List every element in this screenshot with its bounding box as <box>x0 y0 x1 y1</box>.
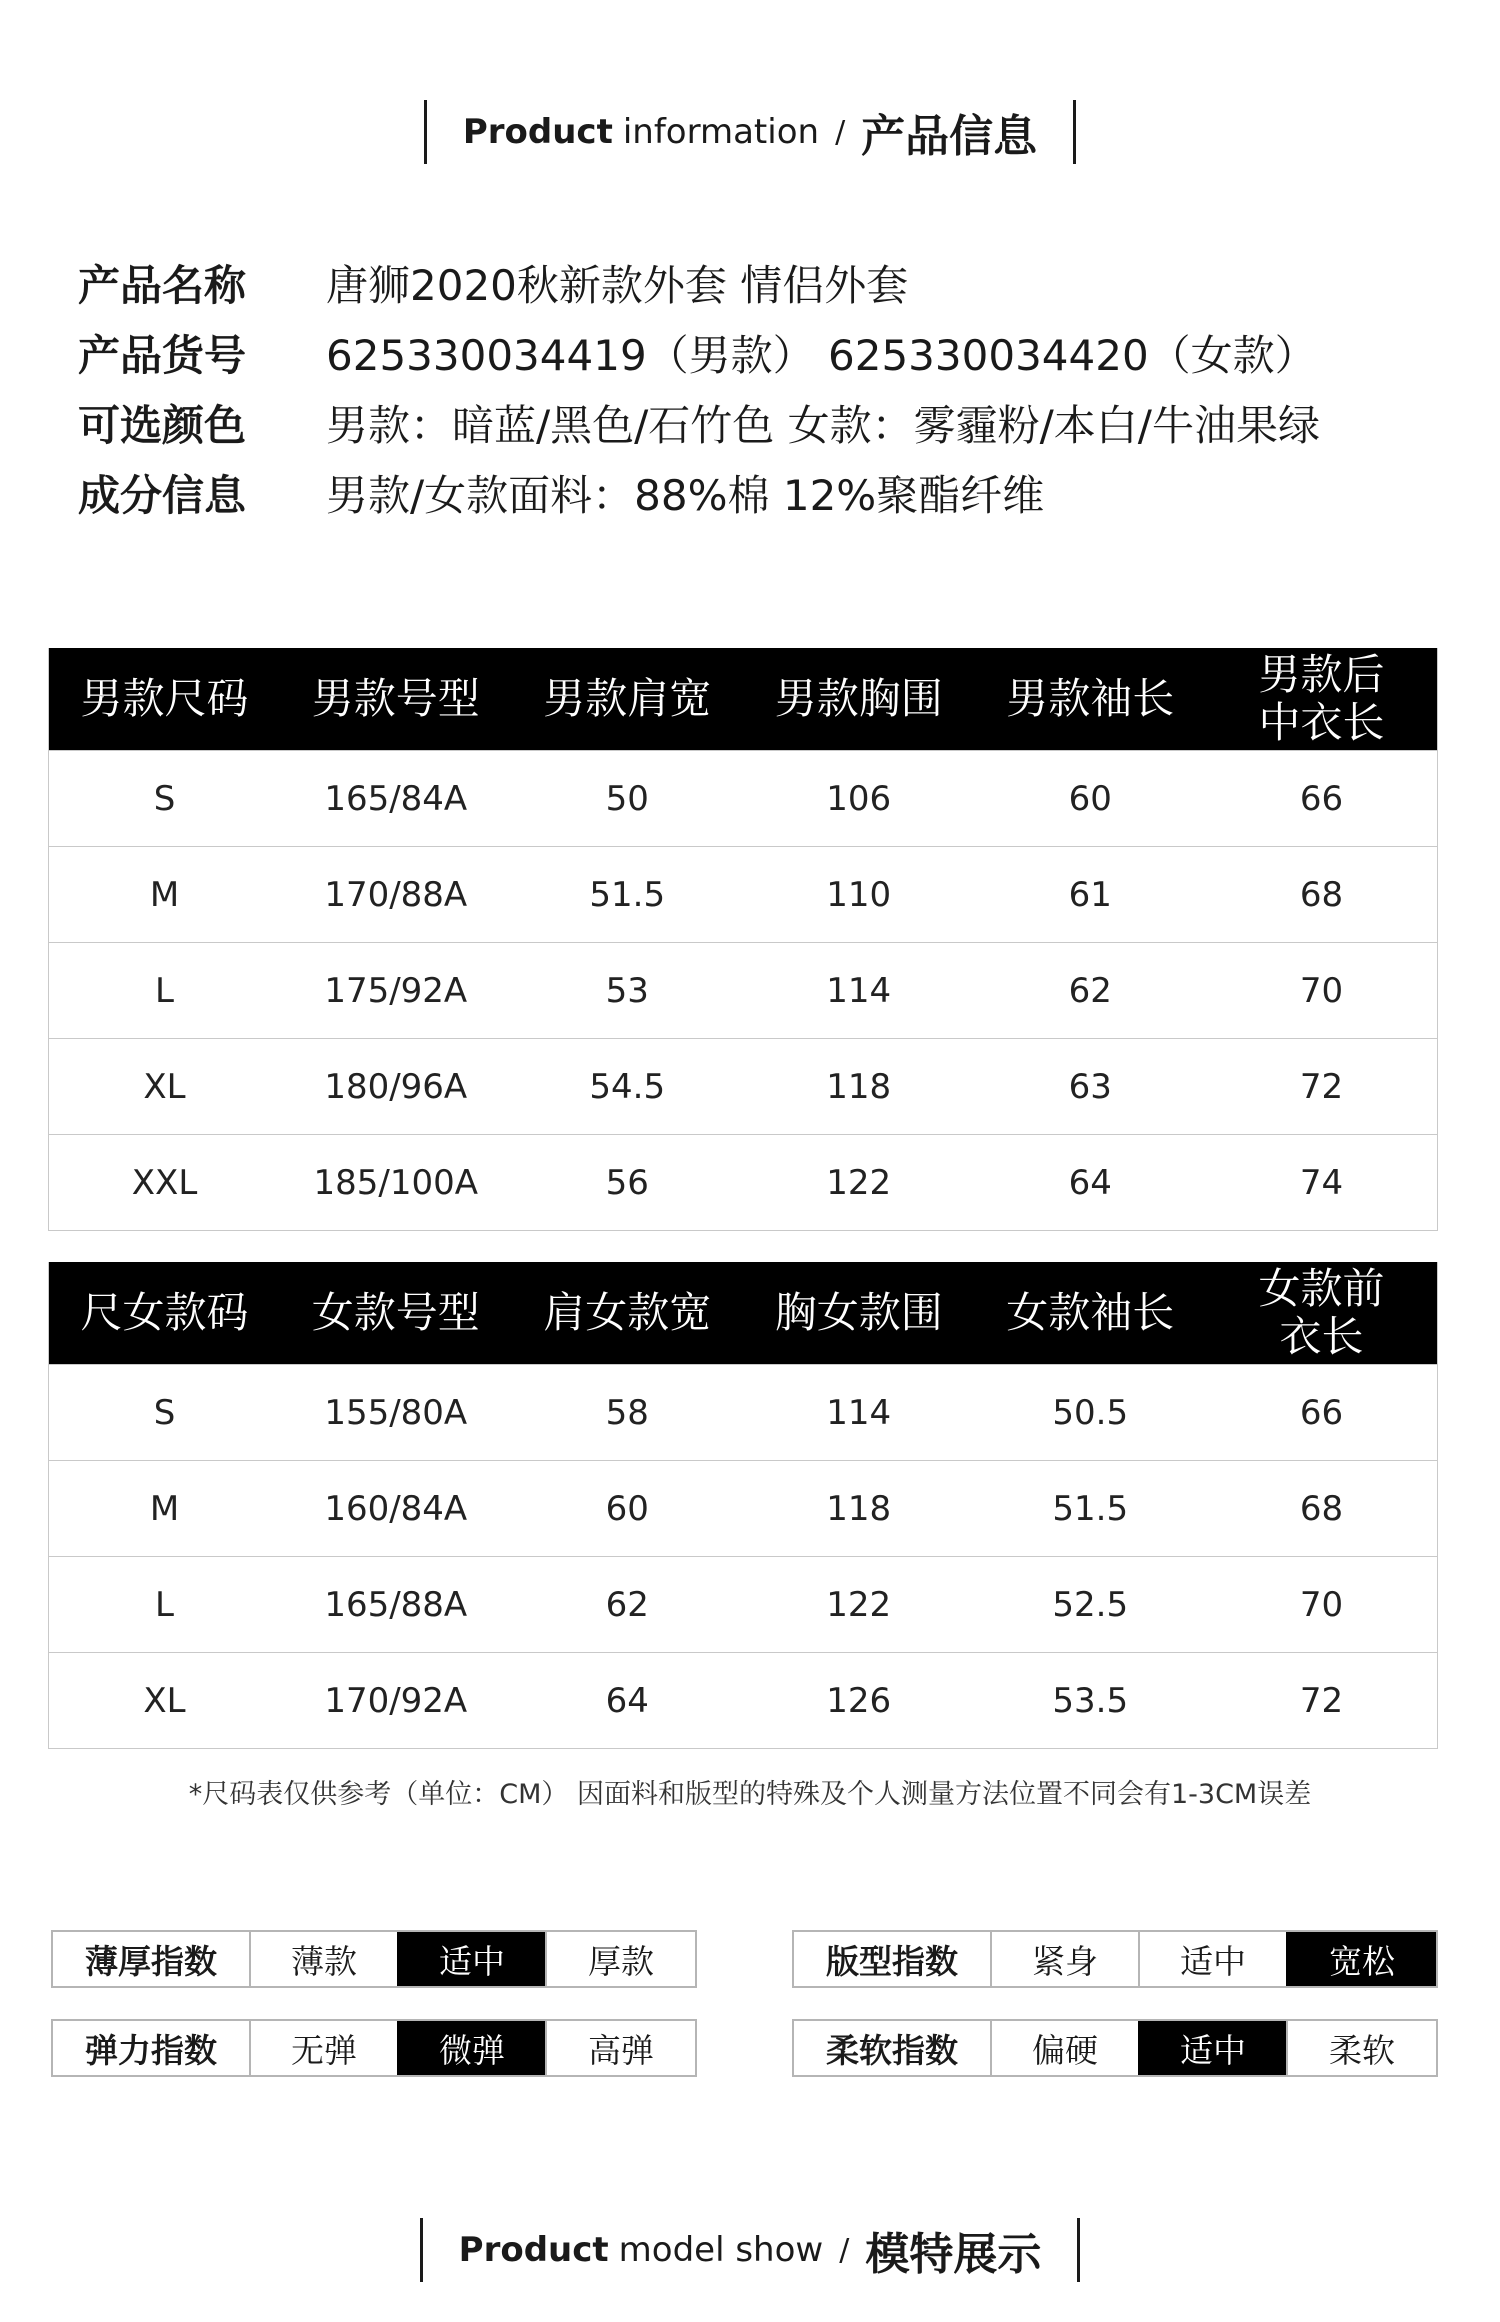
info-value: 唐狮2020秋新款外套 情侣外套 <box>326 261 909 310</box>
index-option: 厚款 <box>545 1932 695 1986</box>
table-cell: 62 <box>975 943 1207 1039</box>
index-option: 薄款 <box>249 1932 397 1986</box>
table-cell: 52.5 <box>975 1557 1207 1653</box>
table-cell: 64 <box>975 1135 1207 1231</box>
table-cell: 54.5 <box>512 1039 744 1135</box>
title-en-bold: Product <box>462 112 613 152</box>
product-info-list <box>78 248 1320 528</box>
table-header-cell: 男款胸围 <box>743 648 975 751</box>
table-cell: 165/88A <box>280 1557 512 1653</box>
table-cell: 70 <box>1206 1557 1438 1653</box>
table-header-cell: 女款前衣长 <box>1206 1262 1438 1365</box>
info-label: 可选颜色 <box>78 401 247 450</box>
table-cell: M <box>49 1461 281 1557</box>
section-title-model-show <box>0 2218 1500 2282</box>
table-cell: 60 <box>512 1461 744 1557</box>
table-cell: 68 <box>1206 1461 1438 1557</box>
thickness-index <box>51 1930 697 1988</box>
title-en-bold: Product <box>458 2230 609 2270</box>
table-cell: 56 <box>512 1135 744 1231</box>
table-cell: 185/100A <box>280 1135 512 1231</box>
info-row-material <box>78 458 1320 528</box>
table-header-cell: 女款袖长 <box>975 1262 1207 1365</box>
index-label: 薄厚指数 <box>85 1941 217 1981</box>
table-cell: 122 <box>743 1557 975 1653</box>
table-cell: 64 <box>512 1653 744 1749</box>
table-cell: 50.5 <box>975 1365 1207 1461</box>
index-label: 弹力指数 <box>85 2030 217 2070</box>
table-cell: 58 <box>512 1365 744 1461</box>
fit-index <box>792 1930 1438 1988</box>
index-option: 宽松 <box>1286 1932 1436 1986</box>
table-cell: 175/92A <box>280 943 512 1039</box>
index-option: 适中 <box>397 1932 545 1986</box>
men-size-table <box>48 648 1438 1231</box>
table-cell: XL <box>49 1653 281 1749</box>
table-header-cell: 男款尺码 <box>49 648 281 751</box>
table-cell: 110 <box>743 847 975 943</box>
table-cell: 118 <box>743 1461 975 1557</box>
table-cell: 66 <box>1206 1365 1438 1461</box>
table-header-cell: 男款号型 <box>280 648 512 751</box>
index-option: 适中 <box>1138 2021 1286 2075</box>
table-cell: 106 <box>743 751 975 847</box>
table-cell: 51.5 <box>975 1461 1207 1557</box>
table-cell: XL <box>49 1039 281 1135</box>
table-cell: 72 <box>1206 1653 1438 1749</box>
table-cell: 62 <box>512 1557 744 1653</box>
index-label: 柔软指数 <box>826 2030 958 2070</box>
table-cell: 155/80A <box>280 1365 512 1461</box>
info-label: 产品货号 <box>78 331 247 380</box>
title-slash: / <box>839 2232 850 2268</box>
table-row <box>49 1461 1438 1557</box>
index-option: 高弹 <box>545 2021 695 2075</box>
table-cell: 66 <box>1206 751 1438 847</box>
table-header-row <box>49 648 1438 751</box>
info-label: 产品名称 <box>78 261 247 310</box>
table-row <box>49 751 1438 847</box>
table-cell: 50 <box>512 751 744 847</box>
table-cell: 170/92A <box>280 1653 512 1749</box>
table-header-row <box>49 1262 1438 1365</box>
table-cell: 180/96A <box>280 1039 512 1135</box>
table-cell: 51.5 <box>512 847 744 943</box>
table-row <box>49 1653 1438 1749</box>
info-value: 男款：暗蓝/黑色/石竹色 女款：雾霾粉/本白/牛油果绿 <box>326 401 1320 450</box>
table-header-cell: 尺女款码 <box>49 1262 281 1365</box>
table-header-cell: 男款袖长 <box>975 648 1207 751</box>
title-zh: 模特展示 <box>865 2229 1042 2280</box>
table-header-cell: 男款后中衣长 <box>1206 648 1438 751</box>
table-row <box>49 1039 1438 1135</box>
table-cell: 72 <box>1206 1039 1438 1135</box>
table-cell: 61 <box>975 847 1207 943</box>
info-row-colors <box>78 388 1320 458</box>
table-cell: 114 <box>743 1365 975 1461</box>
table-cell: 165/84A <box>280 751 512 847</box>
table-cell: 63 <box>975 1039 1207 1135</box>
table-cell: 60 <box>975 751 1207 847</box>
index-option: 适中 <box>1138 1932 1286 1986</box>
index-option: 柔软 <box>1286 2021 1436 2075</box>
table-row <box>49 1135 1438 1231</box>
section-title-frame <box>420 2218 1081 2282</box>
title-slash: / <box>835 114 846 150</box>
title-zh: 产品信息 <box>861 111 1038 162</box>
table-cell: L <box>49 943 281 1039</box>
size-note: *尺码表仅供参考（单位：CM） 因面料和版型的特殊及个人测量方法位置不同会有1-3CM误差 <box>188 1779 1312 1810</box>
table-cell: 118 <box>743 1039 975 1135</box>
index-option: 紧身 <box>990 1932 1138 1986</box>
table-row <box>49 943 1438 1039</box>
table-row <box>49 847 1438 943</box>
info-value: 男款/女款面料：88%棉 12%聚酯纤维 <box>326 471 1045 520</box>
table-cell: 74 <box>1206 1135 1438 1231</box>
info-row-name <box>78 248 1320 318</box>
table-cell: 53.5 <box>975 1653 1207 1749</box>
section-title-product-info <box>0 100 1500 164</box>
table-cell: 70 <box>1206 943 1438 1039</box>
table-cell: 126 <box>743 1653 975 1749</box>
table-header-cell: 肩女款宽 <box>512 1262 744 1365</box>
table-cell: L <box>49 1557 281 1653</box>
index-option: 无弹 <box>249 2021 397 2075</box>
table-cell: 114 <box>743 943 975 1039</box>
index-label: 版型指数 <box>826 1941 958 1981</box>
index-option: 偏硬 <box>990 2021 1138 2075</box>
table-cell: 160/84A <box>280 1461 512 1557</box>
table-row <box>49 1365 1438 1461</box>
info-row-sku <box>78 318 1320 388</box>
table-cell: 68 <box>1206 847 1438 943</box>
elasticity-index <box>51 2019 697 2077</box>
table-cell: S <box>49 1365 281 1461</box>
table-row <box>49 1557 1438 1653</box>
table-header-cell: 胸女款围 <box>743 1262 975 1365</box>
women-size-table <box>48 1262 1438 1749</box>
title-en: information <box>622 112 820 152</box>
table-cell: 53 <box>512 943 744 1039</box>
title-en: model show <box>618 2230 824 2270</box>
table-cell: 170/88A <box>280 847 512 943</box>
info-label: 成分信息 <box>78 471 247 520</box>
table-header-cell: 女款号型 <box>280 1262 512 1365</box>
table-cell: XXL <box>49 1135 281 1231</box>
index-option: 微弹 <box>397 2021 545 2075</box>
info-value: 625330034419（男款） 625330034420（女款） <box>326 331 1317 380</box>
section-title-frame <box>424 100 1076 164</box>
table-cell: 122 <box>743 1135 975 1231</box>
softness-index <box>792 2019 1438 2077</box>
table-header-cell: 男款肩宽 <box>512 648 744 751</box>
table-cell: M <box>49 847 281 943</box>
table-cell: S <box>49 751 281 847</box>
